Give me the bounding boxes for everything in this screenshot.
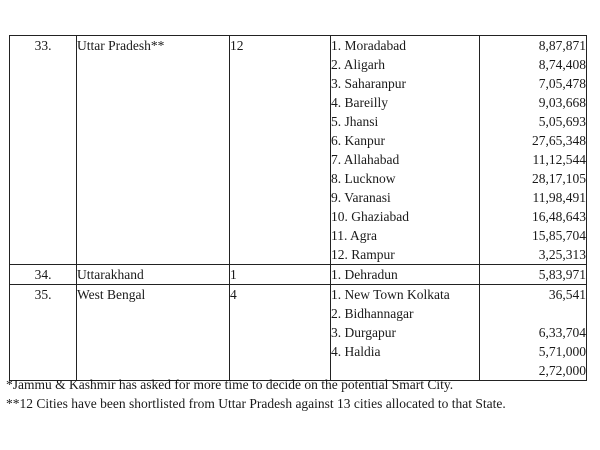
population-value: 7,05,478: [538, 76, 586, 91]
city-count-cell: [230, 36, 331, 265]
footnote-jammu-kashmir: *Jammu & Kashmir has asked for more time to decide on the potential Smart City.: [6, 377, 454, 392]
cities-cell: [331, 285, 480, 381]
population-value: 6,33,704: [538, 325, 586, 340]
city-count-cell: [230, 265, 331, 285]
population-value: 5,05,693: [538, 114, 586, 129]
table-row: [10, 285, 587, 381]
city-name: 3. Saharanpur: [331, 76, 406, 91]
city-name: 6. Kanpur: [331, 133, 385, 148]
state-name: West Bengal: [77, 287, 146, 302]
population-value: 15,85,704: [532, 228, 586, 243]
city-name: 11. Agra: [331, 228, 377, 243]
population-value: 8,74,408: [538, 57, 586, 72]
city-count: 4: [230, 287, 237, 302]
serial-number-cell: [10, 285, 77, 381]
cities-cell: [331, 265, 480, 285]
state-name-cell: [77, 265, 230, 285]
serial-number-cell: [10, 265, 77, 285]
city-name: 1. Moradabad: [331, 38, 406, 53]
footnote-uttar-pradesh: **12 Cities have been shortlisted from Uttar Pradesh against 13 cities allocated to that State.: [6, 396, 506, 411]
population-value: 27,65,348: [532, 133, 586, 148]
population-value: 36,541: [548, 287, 586, 302]
population-value: 11,98,491: [532, 190, 586, 205]
city-name: 5. Jhansi: [331, 114, 379, 129]
serial-number: 35.: [34, 287, 52, 302]
footnotes: [6, 375, 506, 413]
city-count-cell: [230, 285, 331, 381]
state-name: Uttarakhand: [77, 267, 144, 282]
population-value: 11,12,544: [532, 152, 586, 167]
city-name: 9. Varanasi: [331, 190, 391, 205]
cities-cell: [331, 36, 480, 265]
city-name: 3. Durgapur: [331, 325, 396, 340]
population-value: [480, 304, 586, 323]
city-name: 2. Bidhannagar: [331, 306, 414, 321]
population-cell: [480, 36, 587, 265]
population-cell: [480, 265, 587, 285]
state-name-cell: [77, 36, 230, 265]
city-name: 7. Allahabad: [331, 152, 400, 167]
state-name: Uttar Pradesh**: [77, 38, 165, 53]
serial-number: 33.: [34, 38, 52, 53]
table-row: [10, 265, 587, 285]
city-name: 4. Bareilly: [331, 95, 388, 110]
city-name: 10. Ghaziabad: [331, 209, 409, 224]
city-name: 12. Rampur: [331, 247, 395, 262]
population-value: 2,72,000: [538, 363, 586, 378]
city-name: 8. Lucknow: [331, 171, 396, 186]
population-value: 16,48,643: [532, 209, 586, 224]
population-value: 9,03,668: [538, 95, 586, 110]
city-name: 1. Dehradun: [331, 267, 398, 282]
smart-cities-table: [9, 35, 587, 381]
city-count: 12: [230, 38, 244, 53]
population-value: 3,25,313: [538, 247, 586, 262]
city-name: 1. New Town Kolkata: [331, 287, 450, 302]
table-row: [10, 36, 587, 265]
population-value: 8,87,871: [538, 38, 586, 53]
city-name: 2. Aligarh: [331, 57, 385, 72]
city-name: 4. Haldia: [331, 344, 381, 359]
state-name-cell: [77, 285, 230, 381]
population-value: 5,83,971: [538, 267, 586, 282]
population-value: 28,17,105: [532, 171, 586, 186]
serial-number: 34.: [34, 267, 52, 282]
population-cell: [480, 285, 587, 381]
city-count: 1: [230, 267, 237, 282]
serial-number-cell: [10, 36, 77, 265]
population-value: 5,71,000: [538, 344, 586, 359]
